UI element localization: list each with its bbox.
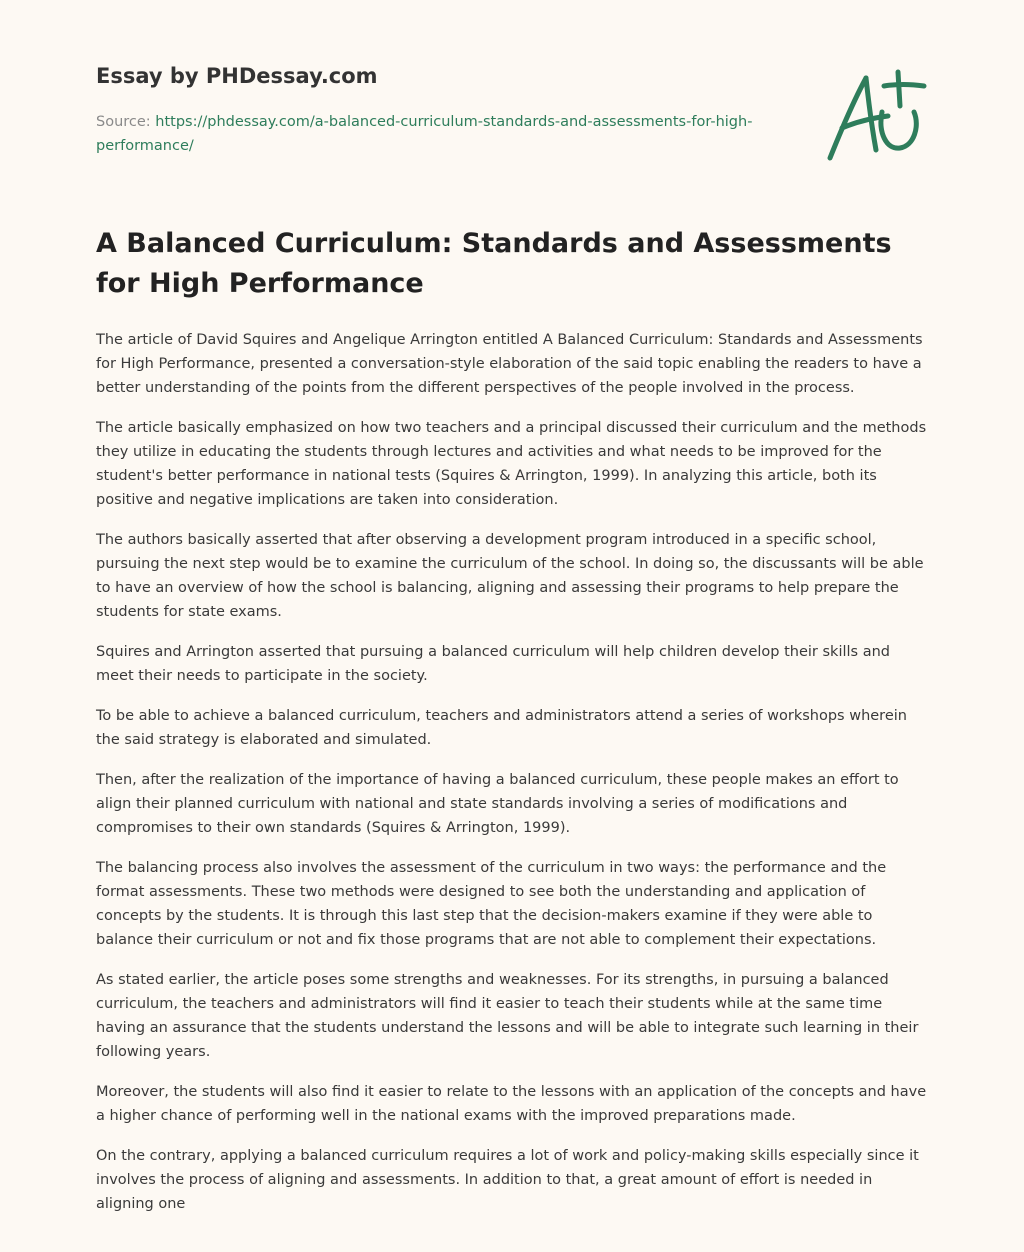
source-label: Source: [96,114,151,130]
article-paragraph: The balancing process also involves the assessment of the curriculum in two ways: the performance and the format assessments. These two methods were designed to see both the understanding and application of concepts by the students. It is through this last step that the decision-makers examine if they were able to balance their curriculum or not and fix those programs that are not able to complement their expectations. [96,860,887,948]
article-title: A Balanced Curriculum: Standards and Assessments for High Performance [96,228,892,299]
article-paragraph: The authors basically asserted that after observing a development program introduced in a specific school, pursuing the next step would be to examine the curriculum of the school. In doing so, the discussants will be able to have an overview of how the school is balancing, aligning and assessing their programs to help prepare the students for state exams. [96,532,924,620]
article-paragraph: The article of David Squires and Angelique Arrington entitled A Balanced Curriculum: Standards and Assessments for High Performance, presented a conversation-style elaboration of the said topic enabling the readers to have a better understanding of the points from the different perspectives of the people involved in the process. [96,332,923,396]
a-plus-icon [820,66,930,166]
article-paragraph: Squires and Arrington asserted that pursuing a balanced curriculum will help children develop their skills and meet their needs to participate in the society. [96,644,890,684]
source-line [96,110,756,158]
article-paragraph: The article basically emphasized on how two teachers and a principal discussed their curriculum and the methods they utilize in educating the students through lectures and activities and what needs to be improved for the student's better performance in national tests (Squires & Arrington, 1999). In analyzing this article, both its positive and negative implications are taken into consideration. [96,420,927,508]
article-paragraph: On the contrary, applying a balanced curriculum requires a lot of work and policy-making skills especially since it involves the process of aligning and assessments. In addition to that, a great amount of effort is needed in aligning one [96,1148,919,1212]
article-paragraph: As stated earlier, the article poses some strengths and weaknesses. For its strengths, in pursuing a balanced curriculum, the teachers and administrators will find it easier to teach their students while at the same time having an assurance that the students understand the lessons and will be able to integrate such learning in their following years. [96,972,919,1060]
site-title: Essay by PHDessay.com [96,64,378,88]
article-paragraph: Then, after the realization of the importance of having a balanced curriculum, these people makes an effort to align their planned curriculum with national and state standards involving a series of modifications and compromises to their own standards (Squires & Arrington, 1999). [96,772,899,836]
article [96,224,928,1232]
article-paragraph: Moreover, the students will also find it easier to relate to the lessons with an application of the concepts and have a higher chance of performing well in the national exams with the improved preparations made. [96,1084,927,1124]
article-paragraph: To be able to achieve a balanced curriculum, teachers and administrators attend a series of workshops wherein the said strategy is elaborated and simulated. [96,708,907,748]
source-link[interactable]: https://phdessay.com/a-balanced-curriculum-standards-and-assessments-for-high-performance/ [96,114,753,154]
